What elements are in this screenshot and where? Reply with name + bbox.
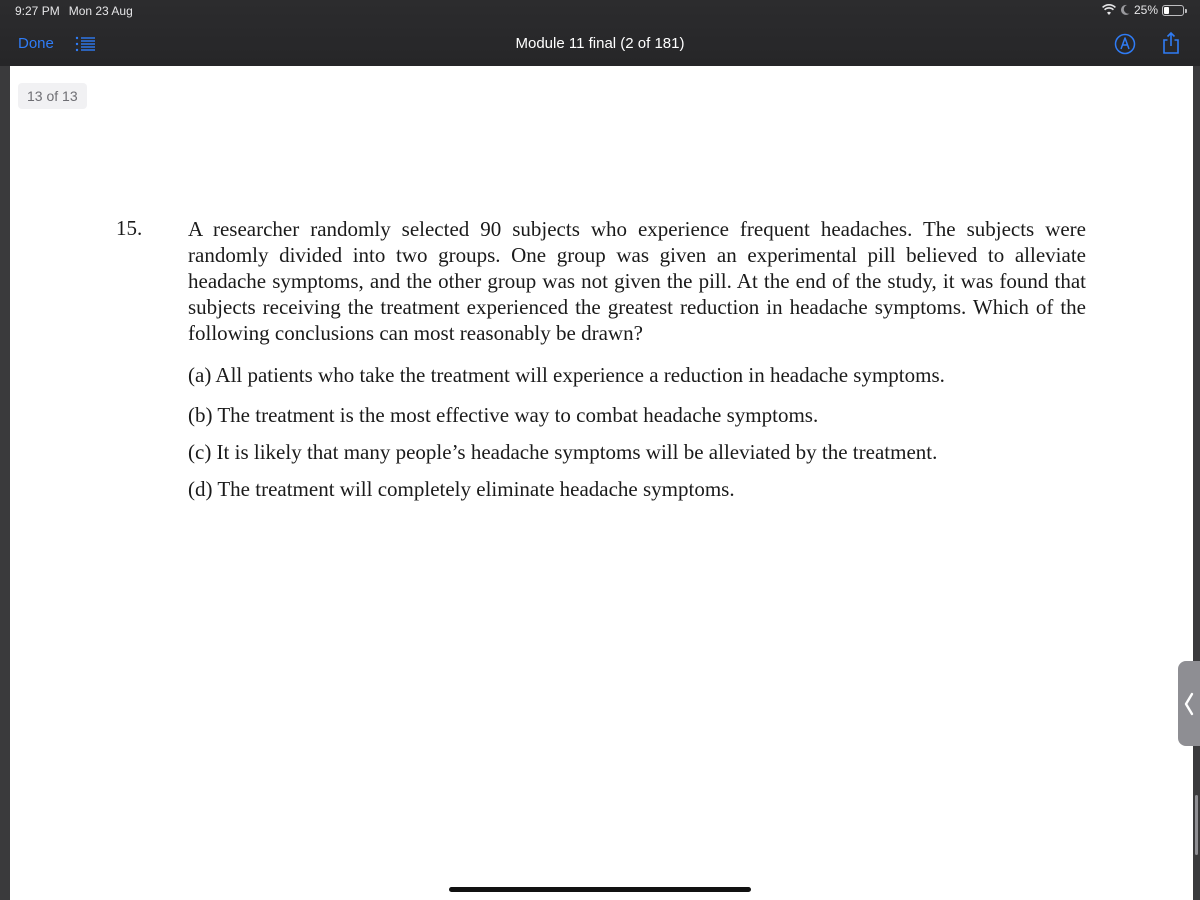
battery-fill xyxy=(1164,7,1169,14)
markup-pen-icon[interactable] xyxy=(1114,33,1136,55)
wifi-icon xyxy=(1102,4,1116,16)
question-number: 15. xyxy=(116,216,143,240)
status-date: Mon 23 Aug xyxy=(68,4,133,18)
battery-icon xyxy=(1162,5,1184,16)
document-page[interactable] xyxy=(10,66,1193,900)
chevron-left-icon xyxy=(1182,691,1196,717)
document-title: Module 11 final (2 of 181) xyxy=(515,35,685,52)
option-c: (c) It is likely that many people’s headache symptoms will be alleviated by the treatment. xyxy=(188,440,938,464)
page-indicator: 13 of 13 xyxy=(18,83,87,109)
scroll-indicator[interactable] xyxy=(1195,795,1198,855)
status-time: 9:27 PM xyxy=(15,4,60,18)
list-icon[interactable] xyxy=(75,36,95,52)
battery-percent: 25% xyxy=(1133,3,1158,17)
home-indicator[interactable] xyxy=(449,887,751,892)
option-d: (d) The treatment will completely eliminate headache symptoms. xyxy=(188,477,735,501)
done-button[interactable]: Done xyxy=(18,35,54,52)
moon-icon xyxy=(1120,4,1130,16)
top-toolbar xyxy=(0,0,1200,66)
sidebar-toggle-handle[interactable] xyxy=(1178,661,1200,746)
option-a: (a) All patients who take the treatment will experience a reduction in headache symptoms. xyxy=(188,363,945,387)
question-text: A researcher randomly selected 90 subjects who experience frequent headaches. The subjects were randomly divided into two groups. One group was given an experimental pill believed to alleviate headache symptoms, and the other group was not given the pill. At the end of the study, it was found that subjects receiving the treatment experienced the greatest reduction in headache symptoms. Which of the following conclusions can most reasonably be drawn? xyxy=(188,217,1086,345)
status-bar-right xyxy=(1102,3,1184,17)
status-bar-left xyxy=(15,4,142,18)
option-b: (b) The treatment is the most effective way to combat headache symptoms. xyxy=(188,403,819,427)
share-icon[interactable] xyxy=(1161,31,1181,55)
